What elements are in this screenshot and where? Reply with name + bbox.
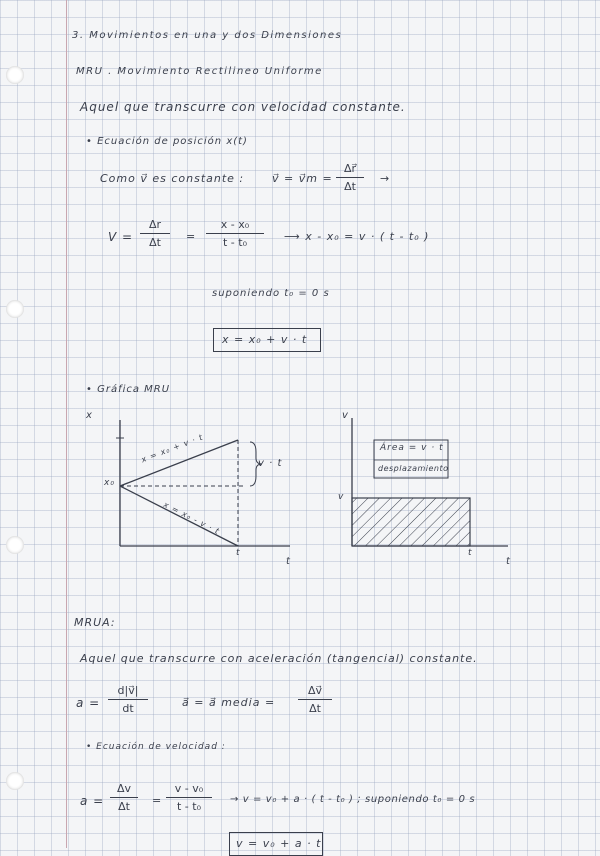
bullet-graph: • Gráfica MRU: [86, 384, 171, 395]
graph-right-y-axis-label: v: [342, 410, 349, 421]
denominator: Δt: [309, 702, 321, 715]
numerator: Δv⃗: [307, 684, 323, 697]
vbar-equation: v⃗ = v⃗m =: [272, 172, 333, 185]
denominator: t - t₀: [223, 236, 247, 249]
graph-left-x-axis-label: t: [286, 556, 291, 567]
upper-line-label: x = x₀ + v · t: [140, 432, 205, 465]
velocity-time-graph: [330, 400, 530, 580]
displacement-label: desplazamiento: [378, 464, 449, 473]
fraction-dr-dt-2: [140, 218, 170, 249]
mrua-heading: MRUA:: [74, 616, 116, 629]
mru-heading: MRU . Movimiento Rectilineo Uniforme: [76, 66, 323, 77]
area-label: Área = v · t: [380, 443, 444, 453]
graph-left-x0-label: x₀: [104, 478, 115, 488]
bullet-velocity: • Ecuación de velocidad :: [86, 742, 226, 752]
velocity-equation-text: v = v₀ + a · t: [236, 837, 322, 850]
brace-label: v · t: [258, 458, 283, 469]
denominator: Δt: [118, 800, 130, 813]
binder-hole: [6, 772, 24, 790]
a-equation-2: a =: [80, 794, 105, 808]
numerator: x - x₀: [220, 218, 250, 231]
binder-hole: [6, 536, 24, 554]
a-vector-equation: a⃗ = a⃗ media =: [182, 696, 276, 709]
fraction-v-t: [166, 782, 212, 813]
denominator: Δt: [149, 236, 161, 249]
arrow: →: [380, 172, 391, 185]
velocity-result-equation: → v = v₀ + a · ( t - t₀ ) ; suponiendo t₀ = 0 s: [230, 794, 476, 805]
binder-hole: [6, 300, 24, 318]
page-title: 3. Movimientos en una y dos Dimensiones: [72, 30, 343, 41]
numerator: v - v₀: [174, 782, 204, 795]
margin-line: [66, 0, 67, 848]
mrua-definition: Aquel que transcurre con aceleración (tangencial) constante.: [80, 652, 478, 665]
fraction-dr-dt: [336, 162, 364, 193]
mru-definition: Aquel que transcurre con velocidad constante.: [80, 100, 406, 114]
boxed-velocity-equation: [229, 832, 323, 856]
equals: =: [186, 230, 197, 243]
fraction-x-t: [206, 218, 264, 249]
graph-right-x-axis-label: t: [506, 556, 511, 567]
graph-right-v-label: v: [338, 492, 345, 502]
bullet-position: • Ecuación de posición x(t): [86, 136, 248, 147]
graph-left-y-axis-label: x: [86, 410, 93, 421]
numerator: Δr: [148, 218, 162, 231]
a-equation: a =: [76, 696, 101, 710]
fraction-dv-dt-3: [110, 782, 138, 813]
denominator: dt: [122, 702, 134, 715]
v-equation: V =: [108, 230, 134, 244]
denominator: Δt: [344, 180, 356, 193]
fraction-dv-dt: [108, 684, 148, 715]
lower-line-label: x = x₀ - v · t: [161, 500, 222, 537]
graph-left-t-label: t: [236, 548, 241, 558]
equals-2: =: [152, 794, 163, 807]
fraction-dv-dt-2: [298, 684, 332, 715]
binder-hole: [6, 66, 24, 84]
denominator: t - t₀: [177, 800, 201, 813]
como-text: Como v⃗ es constante :: [100, 172, 245, 185]
result-equation: ⟶ x - x₀ = v · ( t - t₀ ): [284, 230, 430, 243]
numerator: d|v⃗|: [117, 684, 139, 697]
numerator: Δv: [116, 782, 132, 795]
position-equation-text: x = x₀ + v · t: [222, 333, 308, 346]
boxed-position-equation: [213, 328, 321, 352]
numerator: Δr⃗: [343, 162, 357, 175]
suponiendo-text: suponiendo t₀ = 0 s: [212, 288, 330, 299]
position-time-graph: [80, 400, 320, 580]
graph-right-t-label: t: [468, 548, 473, 558]
